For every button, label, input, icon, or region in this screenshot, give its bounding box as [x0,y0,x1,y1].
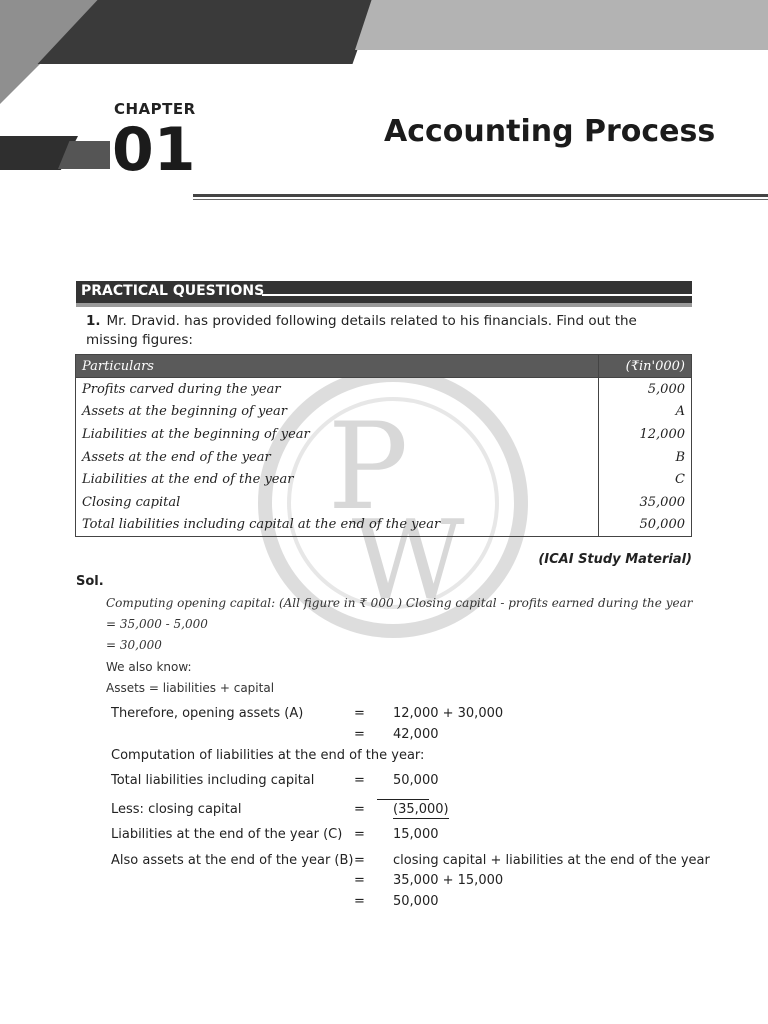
calc-equals: = [354,853,365,868]
calc-value: 50,000 [393,773,439,788]
financials-table [75,354,692,537]
column-header-amount: (₹in'000) [599,355,692,378]
subtotal-rule [377,799,429,800]
row-amount: B [599,446,692,469]
calc-equals: = [354,894,365,909]
row-amount: 35,000 [599,491,692,514]
svg-text:P: P [327,398,409,537]
table-row [76,491,692,514]
question-text: Mr. Dravid. has provided following details related to his financials. Find out the missing figures: [86,313,637,348]
table-row [76,514,692,537]
row-particular: Liabilities at the beginning of year [76,423,599,446]
calc-label: Also assets at the end of the year (B) [111,853,354,868]
calc-equals: = [354,773,365,788]
row-particular: Assets at the end of the year [76,446,599,469]
section-header-line [262,294,692,296]
source-citation: (ICAI Study Material) [538,552,692,567]
calc-value: (35,000) [393,802,449,817]
row-amount: C [599,468,692,491]
question-1 [86,312,692,350]
solution-step: We also know: [106,660,192,674]
row-amount: 12,000 [599,423,692,446]
calc-value: 50,000 [393,894,439,909]
solution-label: Sol. [76,574,104,589]
calc-label: Therefore, opening assets (A) [111,706,304,721]
row-amount: 5,000 [599,378,692,401]
solution-step: Computing opening capital: (All figure in ₹ 000 ) Closing capital - profits earned during the year [106,596,693,610]
table-row [76,378,692,401]
section-header-stripe [76,303,692,307]
calc-equals: = [354,706,365,721]
calc-label: Less: closing capital [111,802,242,817]
column-header-particulars: Particulars [76,355,599,378]
row-particular: Assets at the beginning of year [76,401,599,424]
table-header-row [76,355,692,378]
question-number: 1. [86,313,101,329]
row-amount: A [599,401,692,424]
calc-equals: = [354,873,365,888]
chapter-number: 01 [112,115,196,185]
calc-value: closing capital + liabilities at the end of the year [393,853,710,868]
row-particular: Profits carved during the year [76,378,599,401]
solution-step: = 35,000 - 5,000 [106,617,208,631]
table-row [76,401,692,424]
title-rule-thin [193,199,768,200]
calc-equals: = [354,802,365,817]
calc-value: 35,000 + 15,000 [393,873,504,888]
svg-text:W: W [351,496,465,624]
calc-value: 15,000 [393,827,439,842]
calc-label: Computation of liabilities at the end of the year: [111,748,425,763]
chapter-label: CHAPTER [114,100,196,118]
calc-label: Total liabilities including capital [111,773,315,788]
table-row [76,468,692,491]
calc-equals: = [354,827,365,842]
table-row [76,423,692,446]
calc-label: Liabilities at the end of the year (C) [111,827,343,842]
row-amount: 50,000 [599,514,692,537]
table-row [76,446,692,469]
calc-equals: = [354,727,365,742]
row-particular: Closing capital [76,491,599,514]
row-particular: Liabilities at the end of the year [76,468,599,491]
section-title: PRACTICAL QUESTIONS [81,283,265,299]
solution-step: = 30,000 [106,638,162,652]
calc-value: 12,000 + 30,000 [393,706,504,721]
row-particular: Total liabilities including capital at the end of the year [76,514,599,537]
chapter-title: Accounting Process [384,114,716,149]
title-rule [193,194,768,197]
header-shape-light [355,0,768,50]
calc-value: 42,000 [393,727,439,742]
solution-step: Assets = liabilities + capital [106,681,275,695]
